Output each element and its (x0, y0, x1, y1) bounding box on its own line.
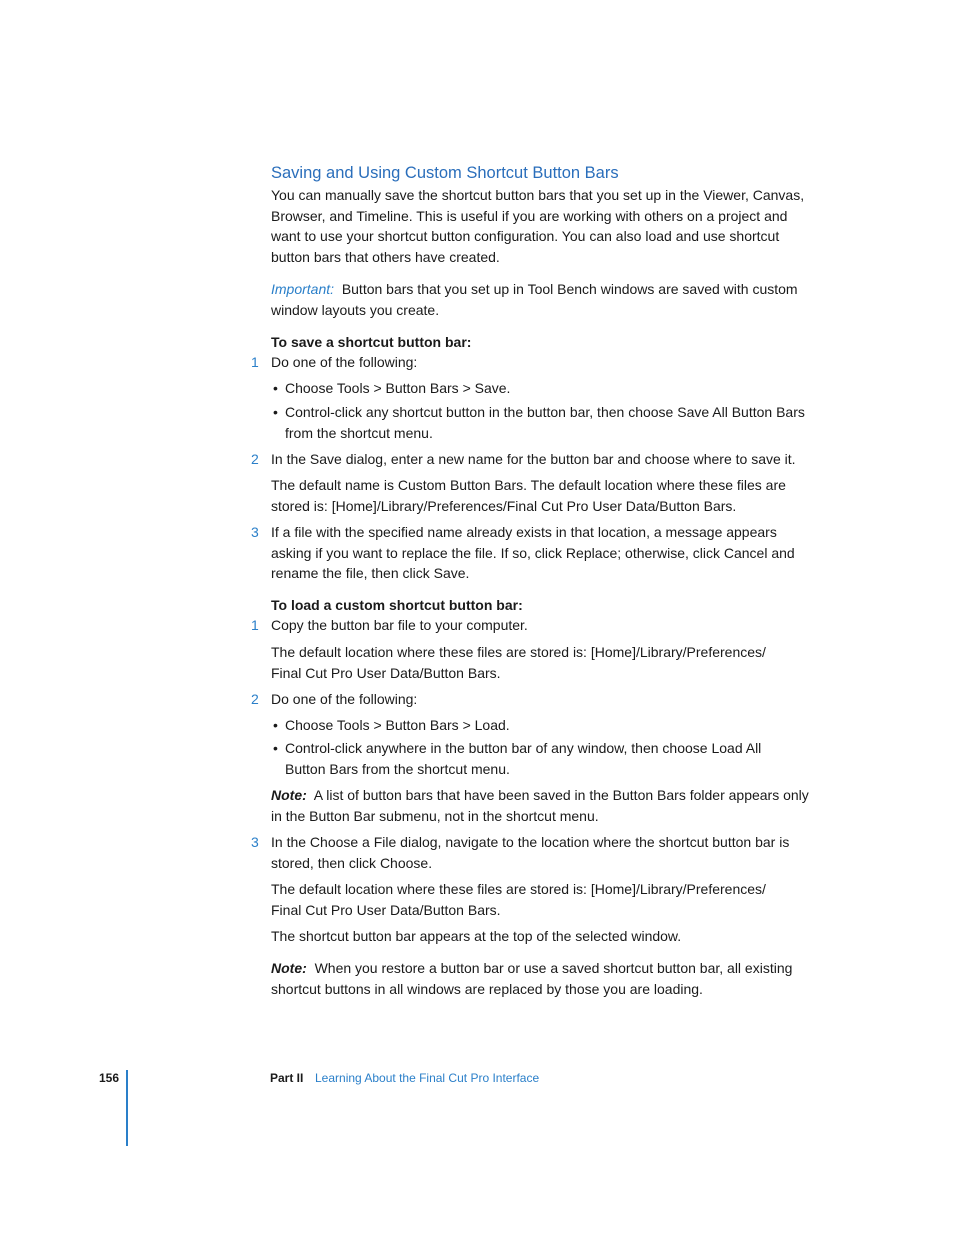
step-text: Do one of the following: (271, 354, 418, 370)
text-line: A list of button bars that have been saved in the Button Bars folder appears only (313, 787, 809, 803)
bullet-icon: • (273, 740, 278, 756)
text-line: button bars that others have created. (271, 248, 500, 265)
text-line: asking if you want to replace the file. If so, click Replace; otherwise, click Cancel and (271, 544, 795, 561)
step-number: 1 (251, 617, 259, 633)
step-text-block (271, 832, 789, 873)
intro-paragraph (271, 185, 804, 267)
bullet-icon: • (273, 717, 278, 733)
text-line: window layouts you create. (271, 301, 440, 318)
text-line: The default name is Custom Button Bars. The default location where these files are (271, 477, 786, 493)
note-label: Note: (271, 960, 307, 976)
bullet-icon: • (273, 380, 278, 396)
important-note (271, 279, 798, 320)
step-detail (271, 879, 766, 920)
step-text: Copy the button bar file to your computer. (271, 617, 528, 633)
bullet-text-block (285, 738, 761, 779)
page-number: 156 (99, 1071, 120, 1085)
text-line: The default location where these files are stored is: [Home]/Library/Preferences/ (271, 644, 766, 660)
step-detail (271, 642, 766, 683)
step-number: 3 (251, 834, 259, 850)
footer-chapter-title: Learning About the Final Cut Pro Interface (315, 1071, 540, 1085)
footer-part-label: Part II (270, 1071, 304, 1085)
important-label: Important: (271, 281, 335, 297)
step-text: Do one of the following: (271, 691, 418, 707)
step-result: The shortcut button bar appears at the top of the selected window. (271, 928, 682, 944)
text-line: Final Cut Pro User Data/Button Bars. (271, 901, 501, 918)
section-heading: Saving and Using Custom Shortcut Button Bars (271, 164, 619, 182)
bullet-icon: • (273, 404, 278, 420)
step-number: 2 (251, 451, 259, 467)
note-label: Note: (271, 787, 307, 803)
note (271, 785, 809, 826)
text-line: stored, then click Choose. (271, 854, 433, 871)
bullet-text: Choose Tools > Button Bars > Save. (285, 380, 511, 396)
footer-divider (126, 1070, 128, 1146)
note (271, 958, 792, 999)
load-procedure-title: To load a custom shortcut button bar: (271, 597, 523, 613)
bullet-text-block (285, 402, 805, 443)
step-number: 3 (251, 524, 259, 540)
save-procedure-title: To save a shortcut button bar: (271, 334, 472, 350)
text-line: Control-click anywhere in the button bar of any window, then choose Load All (285, 740, 762, 756)
text-line: stored is: [Home]/Library/Preferences/Final Cut Pro User Data/Button Bars. (271, 497, 737, 514)
text-line: When you restore a button bar or use a saved shortcut button bar, all existing (314, 960, 793, 976)
step-number: 2 (251, 691, 259, 707)
text-line: Control-click any shortcut button in the button bar, then choose Save All Button Bars (285, 404, 805, 420)
step-detail (271, 475, 786, 516)
text-line: The default location where these files are stored is: [Home]/Library/Preferences/ (271, 881, 766, 897)
text-line: want to use your shortcut button configuration. You can also load and use shortcut (271, 228, 780, 244)
text-line: You can manually save the shortcut button bars that you set up in the Viewer, Canvas, (271, 187, 805, 203)
text-line: In the Choose a File dialog, navigate to the location where the shortcut button bar is (271, 834, 790, 850)
text-line: shortcut buttons in all windows are replaced by those you are loading. (271, 980, 703, 997)
bullet-text: Choose Tools > Button Bars > Load. (285, 717, 510, 733)
text-line: rename the file, then click Save. (271, 565, 470, 581)
step-text-block (271, 522, 795, 584)
step-text: In the Save dialog, enter a new name for the button bar and choose where to save it. (271, 451, 796, 467)
text-line: If a file with the specified name already exists in that location, a message appears (271, 524, 777, 540)
text-line: Button Bars from the shortcut menu. (285, 760, 510, 777)
text-line: Final Cut Pro User Data/Button Bars. (271, 664, 501, 681)
text-line: Browser, and Timeline. This is useful if you are working with others on a project and (271, 207, 788, 224)
text-line: in the Button Bar submenu, not in the shortcut menu. (271, 807, 599, 824)
text-line: from the shortcut menu. (285, 424, 433, 441)
text-line: Button bars that you set up in Tool Bench windows are saved with custom (341, 281, 798, 297)
step-number: 1 (251, 354, 259, 370)
